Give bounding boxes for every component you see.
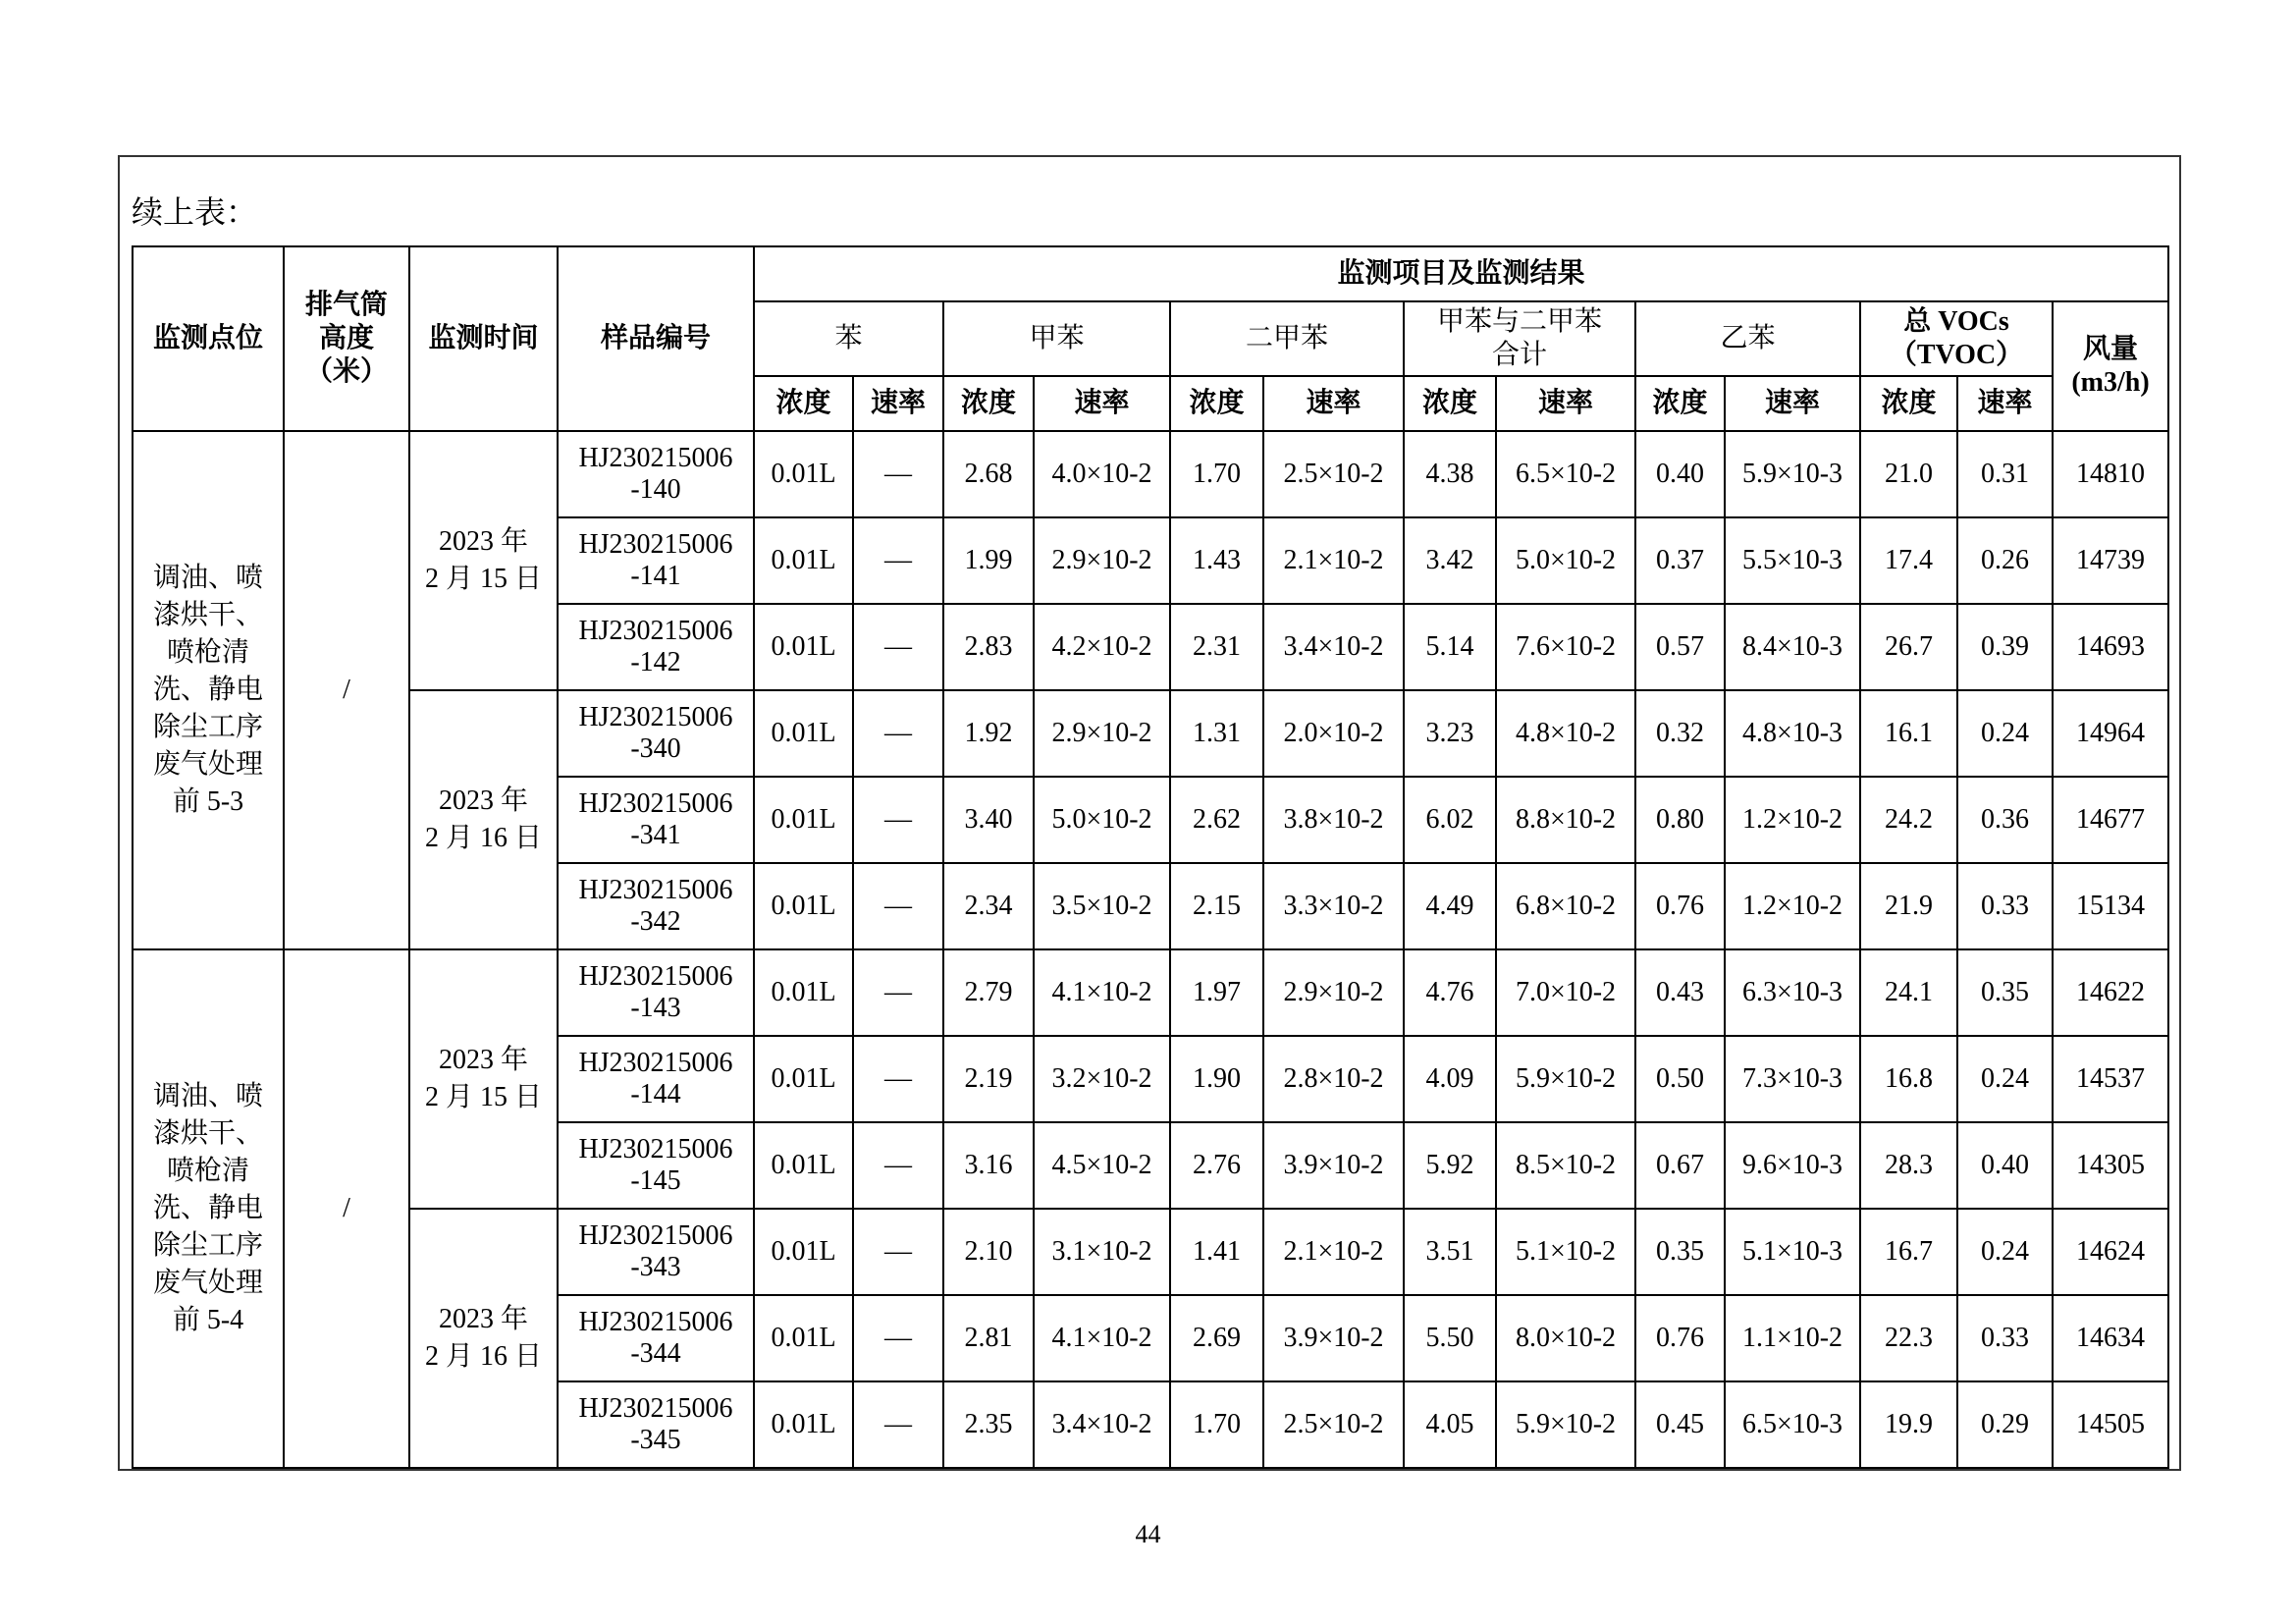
cell-tvoc-conc: 19.9 [1860,1381,1957,1468]
cell-benzene-conc: 0.01L [754,604,853,690]
table-header [133,246,2168,431]
cell-airflow: 14624 [2053,1209,2168,1295]
cell-tvoc-rate: 0.40 [1957,1122,2053,1209]
header-conc: 浓度 [1860,376,1957,431]
cell-sample-id: HJ230215006 -342 [558,863,754,949]
cell-xylene-rate: 2.9×10-2 [1263,949,1404,1036]
cell-airflow: 14739 [2053,517,2168,604]
cell-toluene-conc: 2.19 [943,1036,1034,1122]
cell-airflow: 14537 [2053,1036,2168,1122]
cell-total-rate: 5.1×10-2 [1496,1209,1635,1295]
cell-benzene-rate: — [853,517,943,604]
cell-total-conc: 5.92 [1404,1122,1496,1209]
cell-total-conc: 5.50 [1404,1295,1496,1381]
cell-xylene-conc: 2.31 [1170,604,1263,690]
cell-date: 2023 年 2 月 16 日 [409,1209,558,1468]
cell-xylene-rate: 2.1×10-2 [1263,517,1404,604]
cell-benzene-rate: — [853,604,943,690]
cell-benzene-conc: 0.01L [754,777,853,863]
cell-toluene-conc: 1.99 [943,517,1034,604]
table-row [133,690,2168,777]
page-number: 44 [1135,1520,1161,1548]
cell-tvoc-conc: 28.3 [1860,1122,1957,1209]
cell-ethylbenzene-rate: 6.3×10-3 [1725,949,1860,1036]
cell-toluene-rate: 4.0×10-2 [1034,431,1170,517]
cell-tvoc-rate: 0.33 [1957,863,2053,949]
cell-tvoc-conc: 24.2 [1860,777,1957,863]
cell-total-conc: 3.42 [1404,517,1496,604]
cell-tvoc-rate: 0.29 [1957,1381,2053,1468]
header-sample-id: 样品编号 [558,246,754,431]
cell-sample-id: HJ230215006 -343 [558,1209,754,1295]
cell-toluene-rate: 3.5×10-2 [1034,863,1170,949]
cell-xylene-rate: 2.5×10-2 [1263,1381,1404,1468]
header-group: 监测项目及监测结果 [754,246,2168,301]
cell-tvoc-conc: 22.3 [1860,1295,1957,1381]
cell-benzene-rate: — [853,1381,943,1468]
cell-xylene-conc: 1.31 [1170,690,1263,777]
cell-toluene-conc: 2.68 [943,431,1034,517]
header-rate: 速率 [1725,376,1860,431]
header-conc: 浓度 [1170,376,1263,431]
cell-toluene-conc: 2.10 [943,1209,1034,1295]
cell-date: 2023 年 2 月 15 日 [409,949,558,1209]
cell-total-rate: 7.6×10-2 [1496,604,1635,690]
cell-xylene-rate: 3.8×10-2 [1263,777,1404,863]
cell-total-conc: 4.76 [1404,949,1496,1036]
cell-xylene-conc: 1.97 [1170,949,1263,1036]
cell-airflow: 14677 [2053,777,2168,863]
cell-tvoc-conc: 16.7 [1860,1209,1957,1295]
header-stack-height: 排气筒 高度 （米） [284,246,409,431]
cell-sample-id: HJ230215006 -344 [558,1295,754,1381]
cell-xylene-rate: 3.3×10-2 [1263,863,1404,949]
cell-sample-id: HJ230215006 -142 [558,604,754,690]
cell-benzene-conc: 0.01L [754,1295,853,1381]
cell-airflow: 14964 [2053,690,2168,777]
cell-benzene-rate: — [853,1122,943,1209]
cell-ethylbenzene-rate: 9.6×10-3 [1725,1122,1860,1209]
header-conc: 浓度 [943,376,1034,431]
cell-toluene-conc: 2.79 [943,949,1034,1036]
cell-sample-id: HJ230215006 -345 [558,1381,754,1468]
cell-tvoc-rate: 0.36 [1957,777,2053,863]
cell-toluene-rate: 3.4×10-2 [1034,1381,1170,1468]
cell-xylene-conc: 1.90 [1170,1036,1263,1122]
cell-benzene-conc: 0.01L [754,1381,853,1468]
cell-date: 2023 年 2 月 16 日 [409,690,558,949]
header-rate: 速率 [1957,376,2053,431]
cell-stack-height: / [284,431,409,949]
cell-tvoc-rate: 0.24 [1957,1209,2053,1295]
cell-xylene-rate: 2.0×10-2 [1263,690,1404,777]
header-conc: 浓度 [1404,376,1496,431]
cell-total-conc: 4.09 [1404,1036,1496,1122]
cell-xylene-rate: 3.4×10-2 [1263,604,1404,690]
table-caption: 续上表： [132,194,258,230]
cell-ethylbenzene-conc: 0.80 [1635,777,1725,863]
cell-total-rate: 5.9×10-2 [1496,1036,1635,1122]
cell-total-conc: 4.49 [1404,863,1496,949]
cell-benzene-conc: 0.01L [754,517,853,604]
cell-toluene-rate: 4.5×10-2 [1034,1122,1170,1209]
cell-xylene-rate: 2.5×10-2 [1263,431,1404,517]
cell-benzene-conc: 0.01L [754,1209,853,1295]
cell-xylene-rate: 2.8×10-2 [1263,1036,1404,1122]
cell-tvoc-conc: 24.1 [1860,949,1957,1036]
cell-total-conc: 3.23 [1404,690,1496,777]
cell-ethylbenzene-rate: 1.2×10-2 [1725,777,1860,863]
cell-tvoc-rate: 0.39 [1957,604,2053,690]
cell-sample-id: HJ230215006 -340 [558,690,754,777]
header-conc: 浓度 [1635,376,1725,431]
cell-toluene-conc: 3.16 [943,1122,1034,1209]
monitoring-table [132,245,2169,1469]
header-rate: 速率 [853,376,943,431]
header-site: 监测点位 [133,246,284,431]
cell-ethylbenzene-rate: 4.8×10-3 [1725,690,1860,777]
cell-tvoc-rate: 0.24 [1957,1036,2053,1122]
header-conc: 浓度 [754,376,853,431]
table-row [133,1209,2168,1295]
header-rate: 速率 [1496,376,1635,431]
cell-ethylbenzene-conc: 0.57 [1635,604,1725,690]
cell-benzene-conc: 0.01L [754,431,853,517]
cell-toluene-conc: 1.92 [943,690,1034,777]
cell-airflow: 14505 [2053,1381,2168,1468]
cell-ethylbenzene-conc: 0.67 [1635,1122,1725,1209]
cell-ethylbenzene-rate: 1.2×10-2 [1725,863,1860,949]
cell-benzene-rate: — [853,1036,943,1122]
cell-sample-id: HJ230215006 -144 [558,1036,754,1122]
cell-ethylbenzene-rate: 7.3×10-3 [1725,1036,1860,1122]
cell-xylene-rate: 2.1×10-2 [1263,1209,1404,1295]
cell-benzene-rate: — [853,431,943,517]
cell-toluene-rate: 2.9×10-2 [1034,517,1170,604]
cell-benzene-conc: 0.01L [754,690,853,777]
cell-airflow: 14622 [2053,949,2168,1036]
cell-xylene-rate: 3.9×10-2 [1263,1122,1404,1209]
cell-ethylbenzene-conc: 0.76 [1635,1295,1725,1381]
cell-sample-id: HJ230215006 -143 [558,949,754,1036]
cell-stack-height: / [284,949,409,1468]
cell-xylene-conc: 2.62 [1170,777,1263,863]
cell-tvoc-rate: 0.33 [1957,1295,2053,1381]
header-rate: 速率 [1263,376,1404,431]
cell-total-rate: 8.5×10-2 [1496,1122,1635,1209]
cell-total-rate: 6.8×10-2 [1496,863,1635,949]
cell-ethylbenzene-conc: 0.43 [1635,949,1725,1036]
cell-airflow: 14693 [2053,604,2168,690]
cell-toluene-conc: 3.40 [943,777,1034,863]
cell-tvoc-rate: 0.24 [1957,690,2053,777]
cell-xylene-conc: 1.41 [1170,1209,1263,1295]
cell-sample-id: HJ230215006 -140 [558,431,754,517]
cell-ethylbenzene-conc: 0.76 [1635,863,1725,949]
cell-total-rate: 4.8×10-2 [1496,690,1635,777]
cell-total-conc: 5.14 [1404,604,1496,690]
cell-airflow: 14305 [2053,1122,2168,1209]
cell-xylene-conc: 2.76 [1170,1122,1263,1209]
cell-benzene-conc: 0.01L [754,1036,853,1122]
cell-xylene-conc: 1.43 [1170,517,1263,604]
cell-toluene-rate: 2.9×10-2 [1034,690,1170,777]
cell-ethylbenzene-conc: 0.32 [1635,690,1725,777]
header-airflow: 风量 (m3/h) [2053,301,2168,431]
cell-benzene-conc: 0.01L [754,863,853,949]
cell-toluene-rate: 3.1×10-2 [1034,1209,1170,1295]
cell-tvoc-conc: 16.1 [1860,690,1957,777]
cell-xylene-rate: 3.9×10-2 [1263,1295,1404,1381]
cell-date: 2023 年 2 月 15 日 [409,431,558,690]
cell-tvoc-rate: 0.35 [1957,949,2053,1036]
cell-toluene-conc: 2.83 [943,604,1034,690]
header-item-toluene-xylene-total: 甲苯与二甲苯 合计 [1404,301,1635,376]
cell-tvoc-conc: 26.7 [1860,604,1957,690]
cell-tvoc-conc: 17.4 [1860,517,1957,604]
cell-ethylbenzene-rate: 5.5×10-3 [1725,517,1860,604]
cell-total-rate: 8.8×10-2 [1496,777,1635,863]
cell-benzene-rate: — [853,949,943,1036]
cell-toluene-conc: 2.34 [943,863,1034,949]
cell-tvoc-rate: 0.26 [1957,517,2053,604]
cell-toluene-rate: 5.0×10-2 [1034,777,1170,863]
header-rate: 速率 [1034,376,1170,431]
cell-ethylbenzene-conc: 0.45 [1635,1381,1725,1468]
cell-toluene-conc: 2.35 [943,1381,1034,1468]
cell-benzene-rate: — [853,1209,943,1295]
cell-total-conc: 4.38 [1404,431,1496,517]
cell-benzene-rate: — [853,863,943,949]
cell-toluene-rate: 4.1×10-2 [1034,949,1170,1036]
cell-benzene-rate: — [853,1295,943,1381]
cell-toluene-conc: 2.81 [943,1295,1034,1381]
cell-ethylbenzene-rate: 8.4×10-3 [1725,604,1860,690]
table-row [133,949,2168,1036]
cell-airflow: 14810 [2053,431,2168,517]
cell-toluene-rate: 4.1×10-2 [1034,1295,1170,1381]
cell-tvoc-rate: 0.31 [1957,431,2053,517]
cell-benzene-conc: 0.01L [754,1122,853,1209]
cell-ethylbenzene-rate: 6.5×10-3 [1725,1381,1860,1468]
cell-xylene-conc: 1.70 [1170,431,1263,517]
cell-toluene-rate: 4.2×10-2 [1034,604,1170,690]
cell-total-conc: 3.51 [1404,1209,1496,1295]
cell-ethylbenzene-conc: 0.37 [1635,517,1725,604]
cell-xylene-conc: 2.69 [1170,1295,1263,1381]
cell-airflow: 14634 [2053,1295,2168,1381]
cell-ethylbenzene-rate: 1.1×10-2 [1725,1295,1860,1381]
cell-tvoc-conc: 21.0 [1860,431,1957,517]
header-time: 监测时间 [409,246,558,431]
header-item-ethylbenzene: 乙苯 [1635,301,1860,376]
cell-ethylbenzene-rate: 5.9×10-3 [1725,431,1860,517]
cell-ethylbenzene-conc: 0.40 [1635,431,1725,517]
cell-site: 调油、喷 漆烘干、 喷枪清 洗、静电 除尘工序 废气处理 前 5-4 [133,949,284,1468]
cell-total-conc: 4.05 [1404,1381,1496,1468]
header-item-benzene: 苯 [754,301,943,376]
header-item-toluene: 甲苯 [943,301,1170,376]
cell-ethylbenzene-rate: 5.1×10-3 [1725,1209,1860,1295]
cell-total-rate: 5.9×10-2 [1496,1381,1635,1468]
cell-xylene-conc: 2.15 [1170,863,1263,949]
cell-ethylbenzene-conc: 0.50 [1635,1036,1725,1122]
cell-sample-id: HJ230215006 -141 [558,517,754,604]
cell-total-rate: 5.0×10-2 [1496,517,1635,604]
cell-benzene-rate: — [853,690,943,777]
table-row [133,431,2168,517]
cell-benzene-rate: — [853,777,943,863]
table-body [133,431,2168,1468]
header-item-xylene: 二甲苯 [1170,301,1404,376]
cell-xylene-conc: 1.70 [1170,1381,1263,1468]
cell-ethylbenzene-conc: 0.35 [1635,1209,1725,1295]
cell-tvoc-conc: 21.9 [1860,863,1957,949]
header-item-tvoc: 总 VOCs （TVOC） [1860,301,2053,376]
cell-sample-id: HJ230215006 -145 [558,1122,754,1209]
cell-total-rate: 7.0×10-2 [1496,949,1635,1036]
cell-total-rate: 8.0×10-2 [1496,1295,1635,1381]
cell-toluene-rate: 3.2×10-2 [1034,1036,1170,1122]
cell-airflow: 15134 [2053,863,2168,949]
cell-site: 调油、喷 漆烘干、 喷枪清 洗、静电 除尘工序 废气处理 前 5-3 [133,431,284,949]
cell-sample-id: HJ230215006 -341 [558,777,754,863]
cell-total-rate: 6.5×10-2 [1496,431,1635,517]
cell-benzene-conc: 0.01L [754,949,853,1036]
cell-total-conc: 6.02 [1404,777,1496,863]
cell-tvoc-conc: 16.8 [1860,1036,1957,1122]
